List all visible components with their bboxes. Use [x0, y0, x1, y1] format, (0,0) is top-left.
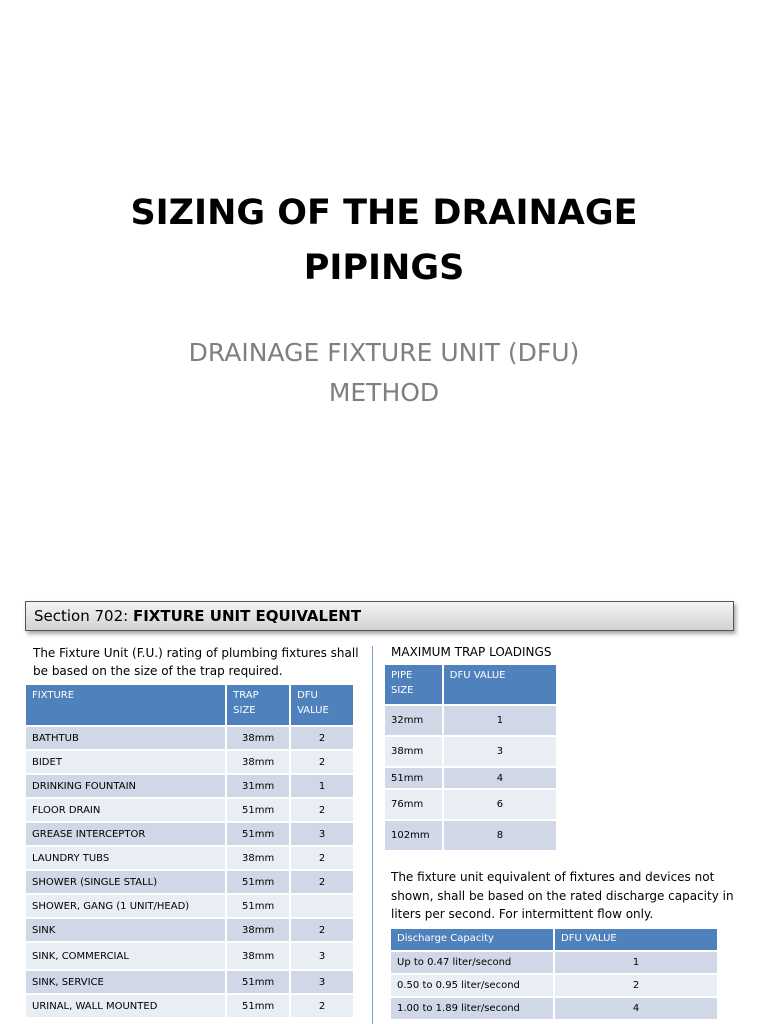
table-row [26, 751, 353, 773]
table-cell: 38mm [227, 751, 289, 773]
table-cell: 2 [291, 919, 353, 941]
slide-title [40, 186, 728, 296]
table-cell: LAUNDRY TUBS [26, 847, 225, 869]
table-cell: SINK, SERVICE [26, 971, 225, 993]
trap-loadings-table [383, 663, 558, 852]
table-cell: 1 [555, 952, 717, 973]
table-cell: 3 [291, 943, 353, 969]
table-cell: 38mm [227, 919, 289, 941]
slide-subtitle-line-1: DRAINAGE FIXTURE UNIT (DFU) [188, 338, 580, 367]
trap-table-title: MAXIMUM TRAP LOADINGS [391, 645, 552, 659]
table-cell: 76mm [385, 790, 442, 819]
column-header-dfu-value: DFU VALUE [555, 929, 717, 950]
table-cell: 51mm [227, 971, 289, 993]
table-cell: 2 [555, 975, 717, 996]
table-row [26, 971, 353, 993]
table-cell: 51mm [227, 799, 289, 821]
table-cell: 51mm [227, 995, 289, 1017]
table-cell: 51mm [227, 823, 289, 845]
table-cell: 2 [291, 995, 353, 1017]
table-header-row [391, 929, 717, 950]
table-cell: 38mm [227, 727, 289, 749]
table-cell: 1.00 to 1.89 liter/second [391, 998, 553, 1019]
table-cell: 2 [291, 751, 353, 773]
section-title: FIXTURE UNIT EQUIVALENT [132, 607, 362, 625]
table-cell: SINK [26, 919, 225, 941]
column-header-trap-size: TRAP SIZE [227, 685, 289, 725]
table-cell: 38mm [227, 847, 289, 869]
table-cell: 51mm [385, 768, 442, 788]
table-cell: SINK, COMMERCIAL [26, 943, 225, 969]
table-cell: SHOWER (SINGLE STALL) [26, 871, 225, 893]
table-row [391, 975, 717, 996]
table-row [26, 847, 353, 869]
table-cell: 2 [291, 727, 353, 749]
table-header-row [26, 685, 353, 725]
column-divider [372, 646, 373, 1024]
table-header-row [385, 665, 556, 704]
table-cell: 102mm [385, 821, 442, 850]
table-row [385, 737, 556, 766]
table-cell: 38mm [385, 737, 442, 766]
table-row [26, 895, 353, 917]
table-cell: 4 [444, 768, 556, 788]
slide-subtitle [60, 333, 708, 413]
table-cell: 38mm [227, 943, 289, 969]
column-header-discharge-capacity: Discharge Capacity [391, 929, 553, 950]
column-header-dfu-value: DFU VALUE [444, 665, 556, 704]
table-cell: URINAL, WALL MOUNTED [26, 995, 225, 1017]
slide-title-line-1: SIZING OF THE DRAINAGE [130, 193, 638, 233]
table-row [385, 706, 556, 735]
table-cell: 8 [444, 821, 556, 850]
intro-text: The Fixture Unit (F.U.) rating of plumbing fixtures shall be based on the size of the trap required. [33, 646, 359, 678]
table-cell [291, 895, 353, 917]
table-cell: 3 [291, 823, 353, 845]
table-cell: 1 [444, 706, 556, 735]
section-prefix: Section 702: [34, 607, 133, 625]
table-row [385, 768, 556, 788]
table-row [391, 998, 717, 1019]
table-row [391, 952, 717, 973]
table-cell: 51mm [227, 895, 289, 917]
section-header [25, 601, 734, 631]
table-row [26, 943, 353, 969]
table-row [26, 823, 353, 845]
table-cell: 1 [291, 775, 353, 797]
table-cell: 0.50 to 0.95 liter/second [391, 975, 553, 996]
table-cell: 2 [291, 847, 353, 869]
table-cell: 31mm [227, 775, 289, 797]
table-cell: 3 [444, 737, 556, 766]
slide-title-line-2: PIPINGS [303, 248, 465, 288]
discharge-capacity-table [389, 927, 719, 1021]
table-cell: GREASE INTERCEPTOR [26, 823, 225, 845]
fixtures-table [24, 683, 355, 1019]
table-row [385, 790, 556, 819]
column-header-pipe-size: PIPE SIZE [385, 665, 442, 704]
table-cell: SHOWER, GANG (1 UNIT/HEAD) [26, 895, 225, 917]
table-cell: BATHTUB [26, 727, 225, 749]
table-row [26, 995, 353, 1017]
table-row [26, 871, 353, 893]
table-row [26, 775, 353, 797]
column-header-dfu-value: DFU VALUE [291, 685, 353, 725]
discharge-note: The fixture unit equivalent of fixtures and devices not shown, shall be based on the rated discharge capacity in liters per second. For intermittent flow only. [391, 870, 734, 921]
table-row [385, 821, 556, 850]
table-cell: 51mm [227, 871, 289, 893]
table-cell: 6 [444, 790, 556, 819]
table-cell: BIDET [26, 751, 225, 773]
table-row [26, 919, 353, 941]
table-row [26, 799, 353, 821]
column-header-fixture: FIXTURE [26, 685, 225, 725]
slide-subtitle-line-2: METHOD [328, 378, 440, 407]
table-cell: 2 [291, 871, 353, 893]
table-cell: 3 [291, 971, 353, 993]
table-cell: DRINKING FOUNTAIN [26, 775, 225, 797]
table-cell: Up to 0.47 liter/second [391, 952, 553, 973]
content-slide [0, 576, 768, 1024]
table-row [26, 727, 353, 749]
table-cell: FLOOR DRAIN [26, 799, 225, 821]
table-cell: 4 [555, 998, 717, 1019]
table-cell: 2 [291, 799, 353, 821]
table-cell: 32mm [385, 706, 442, 735]
